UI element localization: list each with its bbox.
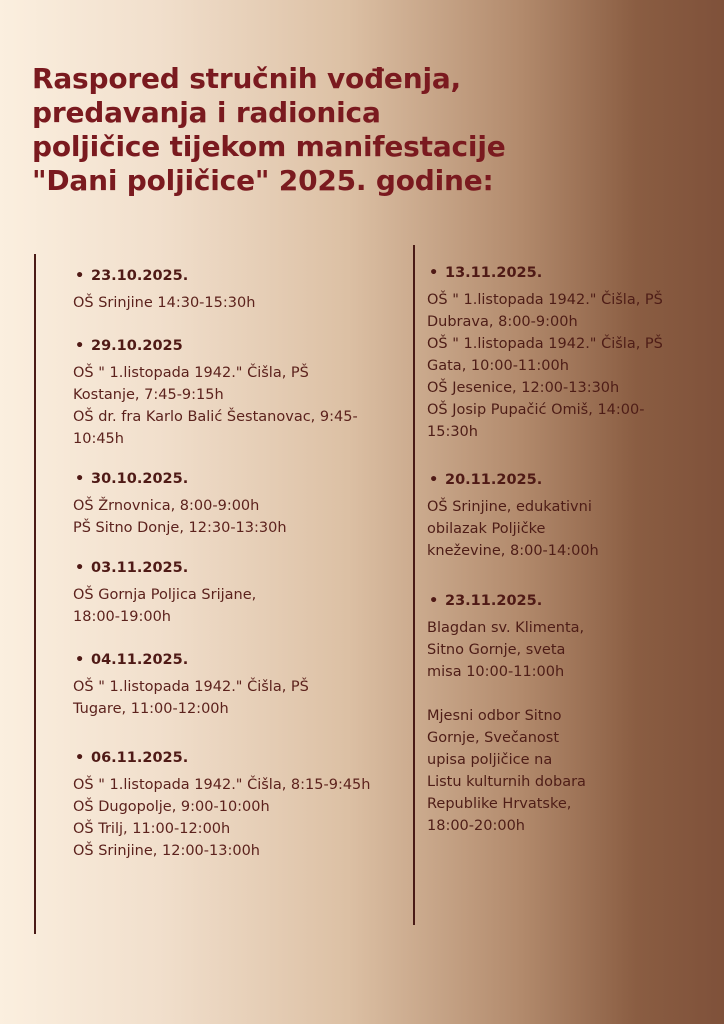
entry-date: • 13.11.2025. [427, 265, 663, 281]
entry-line: Kostanje, 7:45-9:15h [73, 387, 224, 403]
entry-line: OŠ " 1.listopada 1942." Čišla, 8:15-9:45h [73, 777, 371, 793]
title-line-2: predavanja i radionica [32, 96, 381, 129]
entry-line: 18:00-19:00h [73, 609, 171, 625]
entry-line: Sitno Gornje, sveta [427, 642, 566, 658]
entry-line: Listu kulturnih dobara [427, 774, 586, 790]
entry-line: Dubrava, 8:00-9:00h [427, 314, 578, 330]
entry-date: • 30.10.2025. [73, 471, 287, 487]
entry-line: OŠ Josip Pupačić Omiš, 14:00- [427, 402, 645, 418]
entry-date: • 29.10.2025 [73, 338, 358, 354]
entry-line: Blagdan sv. Klimenta, [427, 620, 585, 636]
entry-line: OŠ " 1.listopada 1942." Čišla, PŠ [427, 336, 663, 352]
entry-line: upisa poljičice na [427, 752, 553, 768]
entry-line: 15:30h [427, 424, 478, 440]
entry-date: • 20.11.2025. [427, 472, 599, 488]
entry-line: 10:45h [73, 431, 124, 447]
schedule-entry [427, 472, 599, 562]
schedule-entry [73, 560, 256, 628]
schedule-entry [73, 471, 287, 539]
schedule-entry [73, 652, 309, 720]
entry-line: Republike Hrvatske, [427, 796, 572, 812]
entry-line: Tugare, 11:00-12:00h [73, 701, 229, 717]
title-line-4: "Dani poljičice" 2025. godine: [32, 164, 494, 197]
schedule-entry [73, 750, 370, 862]
entry-line: OŠ Žrnovnica, 8:00-9:00h [73, 498, 260, 514]
entry-line: OŠ Gornja Poljica Srijane, [73, 587, 257, 603]
page-title [32, 62, 712, 198]
schedule-entry [73, 268, 255, 314]
entry-line: OŠ Srinjine 14:30-15:30h [73, 295, 256, 311]
schedule-entry [73, 338, 358, 450]
entry-line [427, 683, 586, 705]
entry-line: OŠ " 1.listopada 1942." Čišla, PŠ [427, 292, 663, 308]
schedule-entry [427, 265, 663, 443]
entry-line: Mjesni odbor Sitno [427, 708, 562, 724]
entry-date: • 23.10.2025. [73, 268, 255, 284]
title-line-3: poljičice tijekom manifestacije [32, 130, 506, 163]
entry-line: OŠ " 1.listopada 1942." Čišla, PŠ [73, 365, 309, 381]
entry-line: Gornje, Svečanost [427, 730, 560, 746]
entry-date: • 06.11.2025. [73, 750, 370, 766]
entry-line: OŠ dr. fra Karlo Balić Šestanovac, 9:45- [73, 409, 358, 425]
entry-line: OŠ Trilj, 11:00-12:00h [73, 821, 231, 837]
schedule-entry [427, 593, 586, 837]
entry-line: obilazak Poljičke [427, 521, 546, 537]
entry-line: kneževine, 8:00-14:00h [427, 543, 599, 559]
entry-line: misa 10:00-11:00h [427, 664, 565, 680]
left-column-divider [34, 254, 36, 934]
entry-line: 18:00-20:00h [427, 818, 525, 834]
entry-line: OŠ Dugopolje, 9:00-10:00h [73, 799, 270, 815]
entry-line: OŠ " 1.listopada 1942." Čišla, PŠ [73, 679, 309, 695]
entry-date: • 03.11.2025. [73, 560, 256, 576]
entry-line: Gata, 10:00-11:00h [427, 358, 569, 374]
entry-line: OŠ Srinjine, 12:00-13:00h [73, 843, 260, 859]
right-column-divider [413, 245, 415, 925]
entry-line: OŠ Jesenice, 12:00-13:30h [427, 380, 620, 396]
entry-line: PŠ Sitno Donje, 12:30-13:30h [73, 520, 287, 536]
entry-line: OŠ Srinjine, edukativni [427, 499, 592, 515]
entry-date: • 23.11.2025. [427, 593, 586, 609]
entry-date: • 04.11.2025. [73, 652, 309, 668]
title-line-1: Raspored stručnih vođenja, [32, 62, 461, 95]
